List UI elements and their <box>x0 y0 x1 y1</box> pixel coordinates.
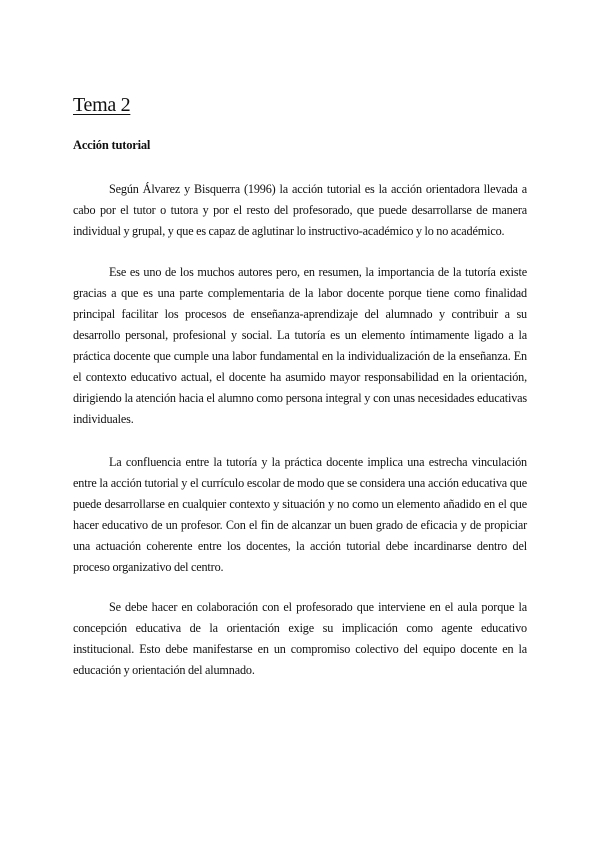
paragraph-4: Se debe hacer en colaboración con el profesorado que interviene en el aula porque la concepción educativa de la orientación exige su implicación como agente educativo institucional. Esto debe manifestarse en un compromiso colectivo del equipo docente en la educación y orientación del alumnado. <box>73 600 527 677</box>
paragraph-1: Según Álvarez y Bisquerra (1996) la acción tutorial es la acción orientadora llevada a cabo por el tutor o tutora y por el resto del profesorado, que puede desarrollarse de manera individual y grupal, y que es capaz de aglutinar lo instructivo-académico y lo no académico. <box>73 182 527 238</box>
paragraph-3: La confluencia entre la tutoría y la práctica docente implica una estrecha vinculación entre la acción tutorial y el currículo escolar de modo que se considera una acción educativa que puede desarrollarse en cualquier contexto y situación y no como un elemento añadido en el que hacer educativo de un profesor. Con el fin de alcanzar un buen grado de eficacia y de propiciar una actuación coherente entre los docentes, la acción tutorial debe incardinarse dentro del proceso organizativo del centro. <box>73 455 527 574</box>
page-title: Tema 2 <box>73 94 131 116</box>
paragraph-2: Ese es uno de los muchos autores pero, en resumen, la importancia de la tutoría existe gracias a que es una parte complementaria de la labor docente porque tiene como finalidad principal facilitar los procesos de enseñanza-aprendizaje del alumnado y contribuir a su desarrollo personal, profesional y social. La tutoría es un elemento íntimamente ligado a la práctica docente que cumple una labor fundamental en la individualización de la enseñanza. En el contexto educativo actual, el docente ha asumido mayor responsabilidad en la orientación, dirigiendo la atención hacia el alumno como persona integral y con unas necesidades educativas individuales. <box>73 265 527 426</box>
section-heading: Acción tutorial <box>73 138 151 152</box>
